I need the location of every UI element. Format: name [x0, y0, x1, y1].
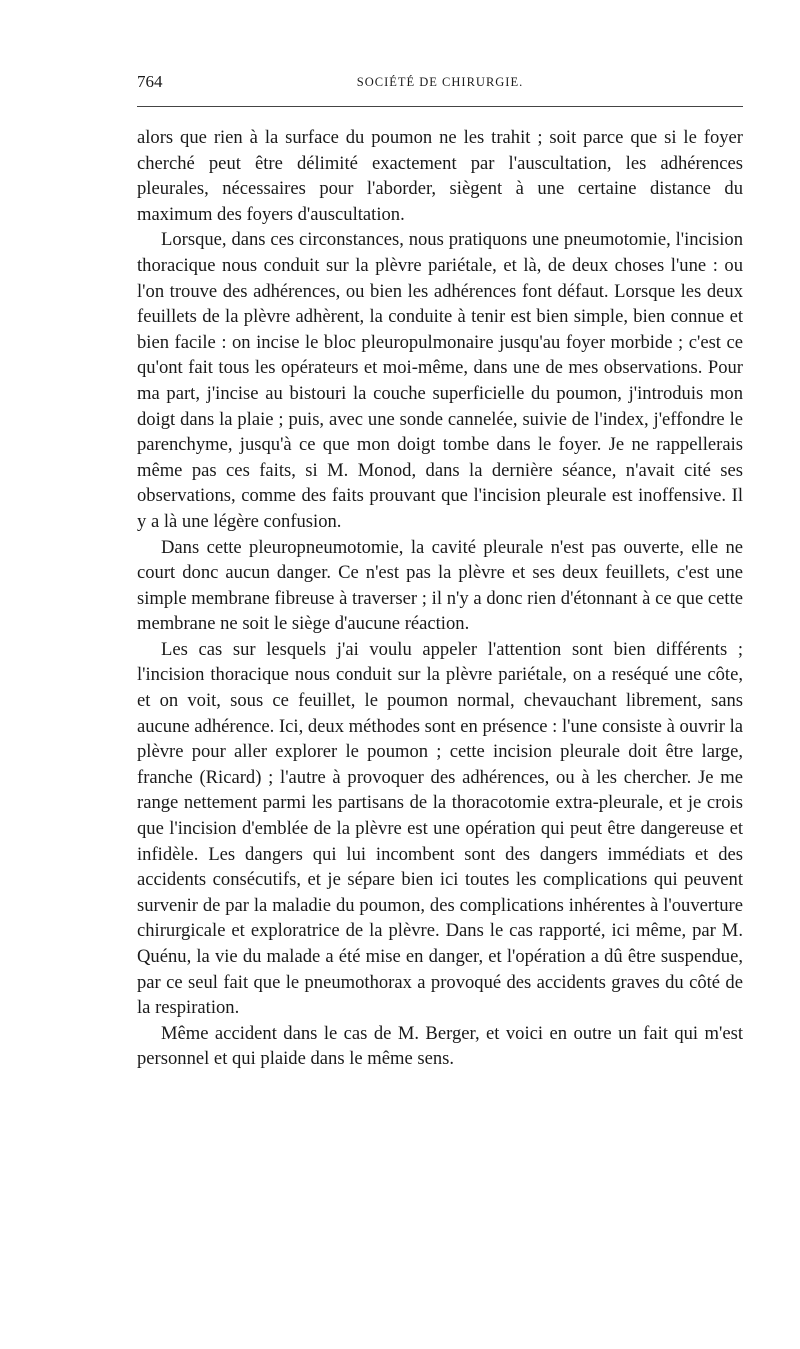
page-number: 764: [137, 72, 163, 91]
paragraph: Dans cette pleuropneumotomie, la cavité pleurale n'est pas ouverte, elle ne court donc aucun danger. Ce n'est pas la plèvre et ses deux feuillets, c'est une simple membrane fibreuse à traverser ; il n'y a donc rien d'étonnant à ce que cette membrane ne soit le siège d'aucune réaction.: [137, 536, 743, 635]
running-head: SOCIÉTÉ DE CHIRURGIE.: [356, 75, 524, 89]
body-text: [137, 125, 743, 1072]
page-header: [137, 72, 743, 96]
paragraph: Même accident dans le cas de M. Berger, et voici en outre un fait qui m'est personnel et qui plaide dans le même sens.: [137, 1022, 743, 1070]
paragraph: Les cas sur lesquels j'ai voulu appeler l'attention sont bien différents ; l'incision thoracique nous conduit sur la plèvre pariétale, on a reséqué une côte, et on voit, sous ce feuillet, le poumon normal, chevauchant librement, sans aucune adhérence. Ici, deux méthodes sont en présence : l'une consiste à ouvrir la plèvre pour aller explorer le poumon ; cette incision pleurale doit être large, franche (Ricard) ; l'autre à provoquer des adhérences, ou à les chercher. Je me range nettement parmi les partisans de la thoracotomie extra-pleurale, et je crois que l'incision d'emblée de la plèvre est une opération qui peut être dangereuse et infidèle. Les dangers qui lui incombent sont des dangers immédiats et des accidents consécutifs, et je sépare bien ici toutes les complications qui peuvent survenir de par la maladie du poumon, des complications inhérentes à l'ouverture chirurgicale et exploratrice de la plèvre. Dans le cas rapporté, ici même, par M. Quénu, la vie du malade a été mise en danger, et l'opération a dû être suspendue, par ce seul fait que le pneumothorax a provoqué des accidents graves du côté de la respiration.: [137, 638, 743, 1019]
paragraph-continued: alors que rien à la surface du poumon ne les trahit ; soit parce que si le foyer cherché peut être délimité exactement par l'auscultation, les adhérences pleurales, nécessaires pour l'aborder, siègent à une certaine distance du maximum des foyers d'auscultation.: [137, 127, 743, 225]
header-rule: [137, 106, 743, 107]
paragraph: Lorsque, dans ces circonstances, nous pratiquons une pneumotomie, l'incision thoracique nous conduit sur la plèvre pariétale, et là, de deux choses l'une : ou l'on trouve des adhérences, ou bien les adhérences font défaut. Lorsque les deux feuillets de la plèvre adhèrent, la conduite à tenir est bien simple, bien connue et bien facile : on incise le bloc pleuropulmonaire jusqu'au foyer morbide ; c'est ce qu'ont fait tous les opérateurs et moi-même, dans une de mes observations. Pour ma part, j'incise au bistouri la couche superficielle du poumon, j'introduis mon doigt dans la plaie ; puis, avec une sonde cannelée, suivie de l'index, j'effondre le parenchyme, jusqu'à ce que mon doigt tombe dans le foyer. Je ne rappellerais même pas ces faits, si M. Monod, dans la dernière séance, n'avait cité ses observations, comme des faits prouvant que l'incision pleurale est inoffensive. Il y a là une légère confusion.: [137, 229, 743, 532]
